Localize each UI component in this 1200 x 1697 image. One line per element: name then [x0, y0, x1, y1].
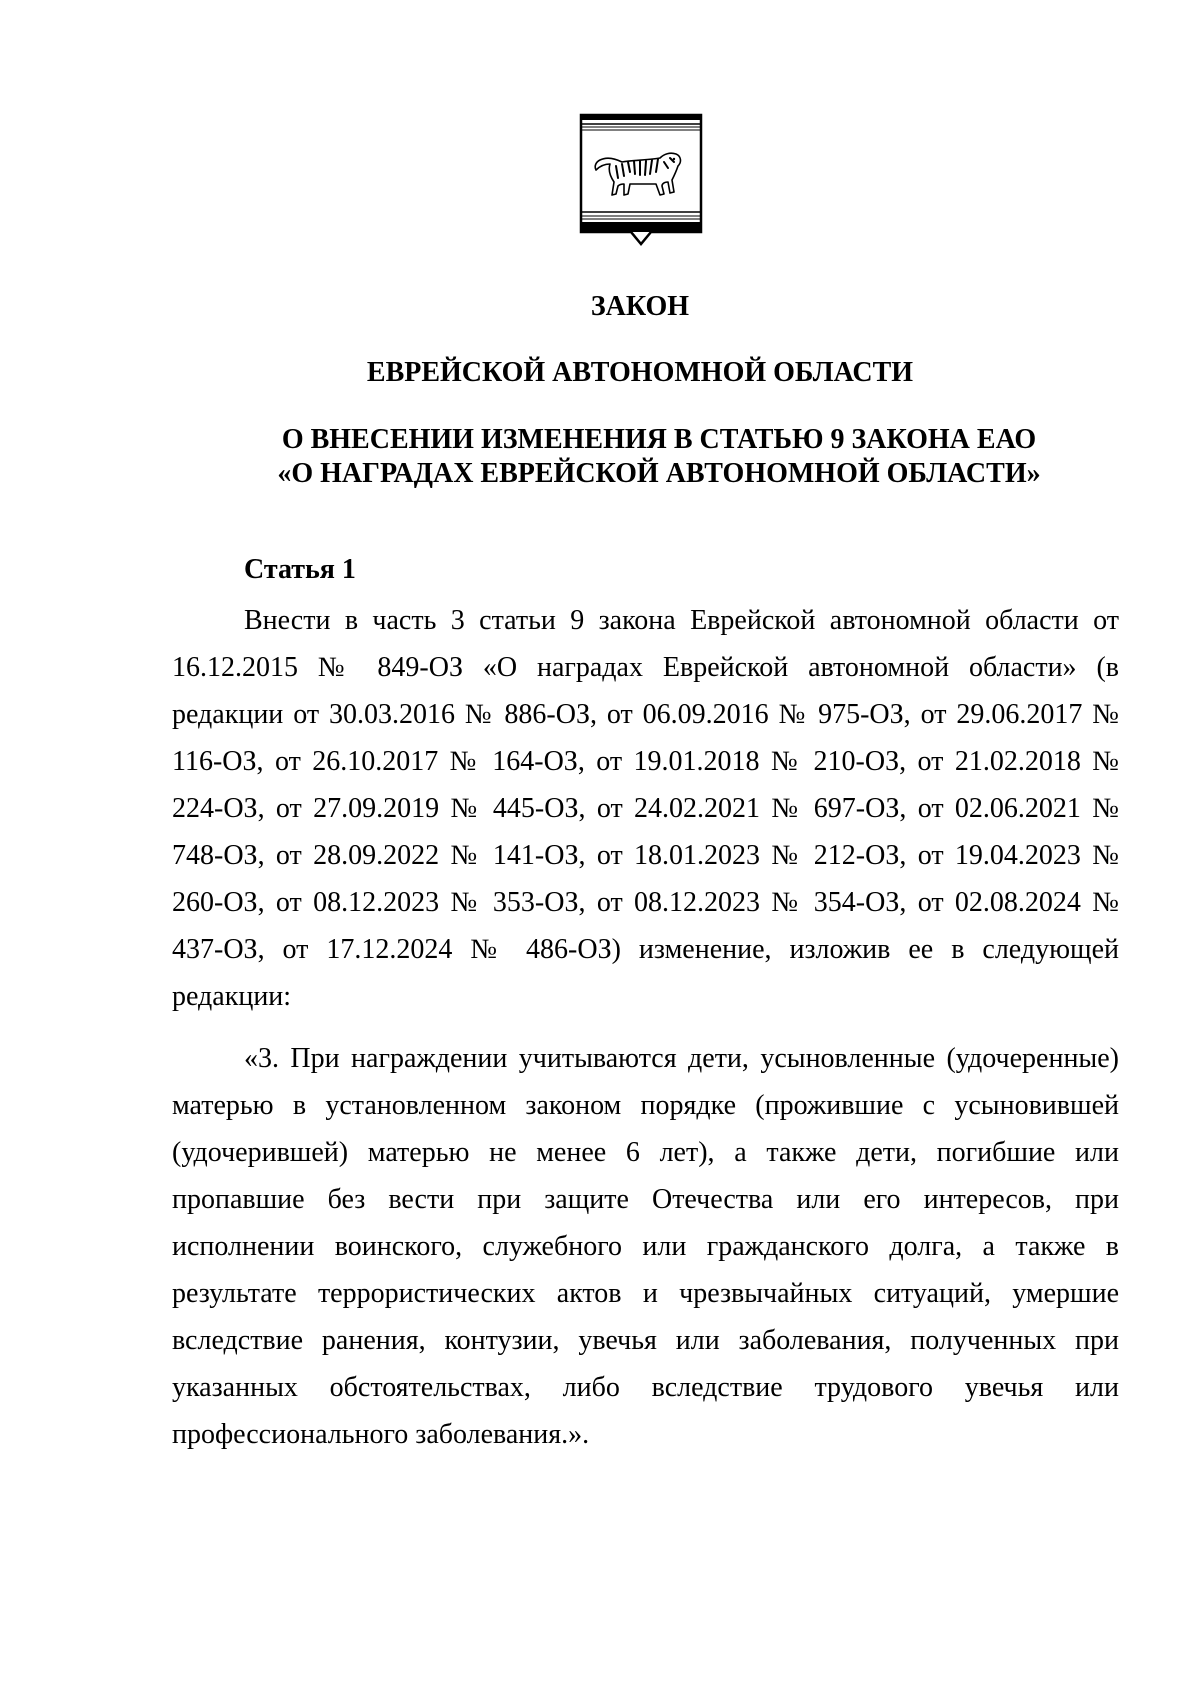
document-type-heading: ЗАКОН [590, 291, 690, 322]
law-title-line-1: О ВНЕСЕНИИ ИЗМЕНЕНИЯ В СТАТЬЮ 9 ЗАКОНА ЕАО [281, 424, 1037, 455]
law-title-heading [0, 423, 1200, 491]
article-title: Статья 1 [244, 554, 356, 585]
law-title-line-2: «О НАГРАДАХ ЕВРЕЙСКОЙ АВТОНОМНОЙ ОБЛАСТИ» [277, 458, 1041, 489]
region-heading: ЕВРЕЙСКОЙ АВТОНОМНОЙ ОБЛАСТИ [366, 357, 914, 388]
article-paragraph-2: «3. При награждении учитываются дети, усыновленные (удочеренные) матерью в установленном законом порядке (прожившие с усыновившей (удочерившей) матерью не менее 6 лет), а также дети, погибшие или пропавшие без вести при защите Отечества или его интересов, при исполнении воинского, служебного или гражданского долга, а также в результате террористических актов и чрезвычайных ситуаций, умершие вследствие ранения, контузии, увечья или заболевания, полученных при указанных обстоятельствах, либо вследствие трудового увечья или профессионального заболевания.». [172, 1043, 1119, 1450]
tiger-coat-of-arms-icon [578, 112, 704, 259]
article-paragraph-1: Внести в часть 3 статьи 9 закона Еврейской автономной области от 16.12.2015 № 849-ОЗ «О наградах Еврейской автономной области» (в редакции от 30.03.2016 № 886-ОЗ, от 06.09.2016 № 975-ОЗ, от 29.06.2017 № 116-ОЗ, от 26.10.2017 № 164-ОЗ, от 19.01.2018 № 210-ОЗ, от 21.02.2018 № 224-ОЗ, от 27.09.2019 № 445-ОЗ, от 24.02.2021 № 697-ОЗ, от 02.06.2021 № 748-ОЗ, от 28.09.2022 № 141-ОЗ, от 18.01.2023 № 212-ОЗ, от 19.04.2023 № 260-ОЗ, от 08.12.2023 № 353-ОЗ, от 08.12.2023 № 354-ОЗ, от 02.08.2024 № 437-ОЗ, от 17.12.2024 № 486-ОЗ) изменение, изложив ее в следующей редакции: [172, 605, 1119, 1012]
